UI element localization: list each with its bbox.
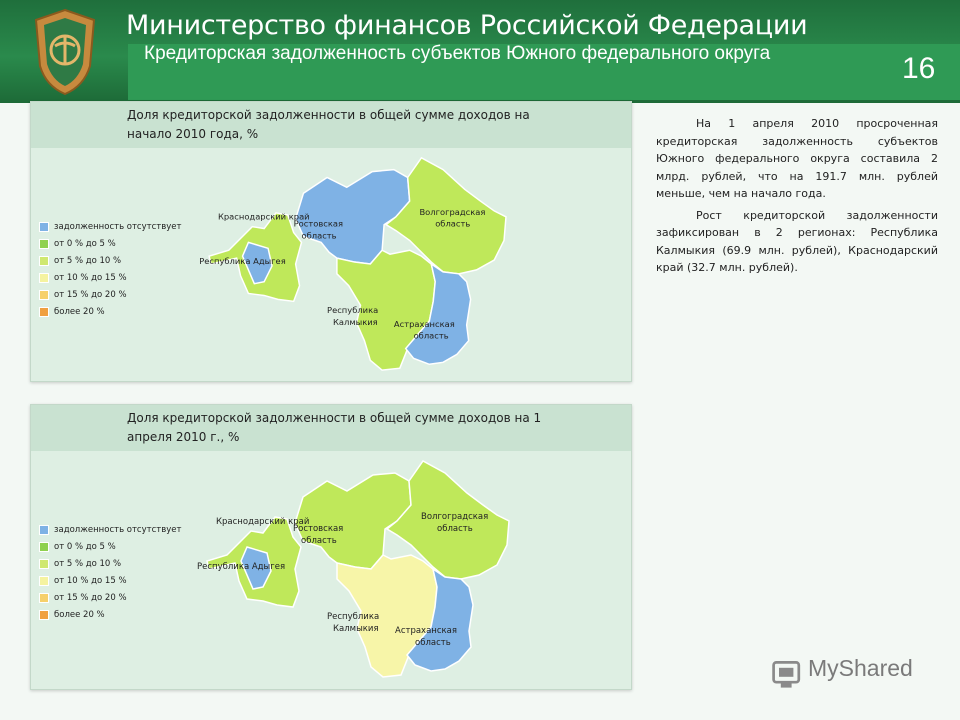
info-paragraph: Рост кредиторской задолженности зафиксирован в 2 регионах: Республика Калмыкия (69.9 млн. рублей), Краснодарский край (32.7 млн. рублей).: [656, 208, 938, 274]
legend-item: [39, 538, 181, 555]
info-paragraph: На 1 апреля 2010 просроченная кредиторская задолженность субъектов Южного федерального округа составила 2 млрд. рублей, что на 191.7 млн. рублей меньше, чем на начало года.: [656, 117, 938, 200]
map-panel-april-2010: [30, 404, 632, 690]
legend-item: [39, 269, 181, 286]
legend-label: более 20 %: [54, 609, 105, 620]
legend-item: [39, 521, 181, 538]
region-label-adygea: Республика Адыгея: [197, 562, 286, 572]
legend-item: [39, 589, 181, 606]
legend-label: от 0 % до 5 %: [54, 541, 116, 552]
panel-header: [31, 102, 631, 148]
region-rostov: [295, 473, 411, 569]
legend-item: [39, 252, 181, 269]
region-label-volgograd: Волгоградская: [421, 512, 489, 522]
region-rostov: [293, 170, 410, 264]
myshared-logo-icon: [770, 657, 806, 693]
map-legend: [39, 521, 181, 623]
region-label-kalmykia: Республика: [327, 305, 379, 316]
legend-item: [39, 286, 181, 303]
legend-label: от 15 % до 20 %: [54, 289, 127, 300]
legend-label: от 15 % до 20 %: [54, 592, 127, 603]
region-label-volgograd: Волгоградская: [419, 206, 486, 217]
region-label-kalmykia: Калмыкия: [332, 316, 378, 327]
region-label-rostov: Ростовская: [293, 218, 344, 229]
legend-label: от 5 % до 10 %: [54, 255, 122, 266]
legend-swatch: [39, 273, 49, 283]
info-text: [656, 115, 938, 281]
region-label-rostov: область: [301, 536, 337, 546]
region-label-krasnodar: Краснодарский край: [217, 211, 310, 222]
region-label-rostov: область: [301, 230, 337, 241]
region-label-krasnodar: Краснодарский край: [216, 517, 310, 527]
region-label-astrakhan: область: [415, 638, 451, 648]
region-label-astrakhan: область: [413, 330, 449, 341]
legend-item: [39, 235, 181, 252]
legend-label: от 10 % до 15 %: [54, 575, 127, 586]
panel-title: Доля кредиторской задолженности в общей сумме доходов на 1 апреля 2010 г., %: [127, 411, 542, 444]
region-label-kalmykia: Республика: [327, 612, 380, 622]
legend-label: задолженность отсутствует: [54, 221, 182, 232]
watermark-text: MyShared: [808, 655, 913, 681]
legend-swatch: [39, 593, 49, 603]
panel-header: [31, 405, 631, 451]
legend-swatch: [39, 559, 49, 569]
panel-title: Доля кредиторской задолженности в общей сумме доходов на начало 2010 года, %: [127, 108, 530, 141]
legend-swatch: [39, 290, 49, 300]
legend-swatch: [39, 525, 49, 535]
legend-item: [39, 218, 181, 235]
legend-label: от 10 % до 15 %: [54, 272, 127, 283]
legend-swatch: [39, 542, 49, 552]
legend-swatch: [39, 256, 49, 266]
legend-swatch: [39, 576, 49, 586]
legend-label: задолженность отсутствует: [54, 524, 182, 535]
region-label-astrakhan: Астраханская: [395, 626, 457, 636]
legend-swatch: [39, 222, 49, 232]
legend-swatch: [39, 307, 49, 317]
region-label-rostov: Ростовская: [293, 524, 344, 534]
legend-label: от 5 % до 10 %: [54, 558, 122, 569]
region-label-kalmykia: Калмыкия: [333, 624, 379, 634]
region-label-volgograd: область: [435, 218, 471, 229]
map-panel-start-2010: [30, 101, 632, 382]
legend-item: [39, 303, 181, 320]
legend-item: [39, 555, 181, 572]
legend-item: [39, 572, 181, 589]
map-legend: [39, 218, 181, 320]
legend-item: [39, 606, 181, 623]
slide-number: 16: [902, 52, 936, 85]
legend-label: более 20 %: [54, 306, 105, 317]
region-label-astrakhan: Астраханская: [393, 318, 455, 329]
ministry-emblem-icon: [28, 6, 102, 98]
legend-swatch: [39, 239, 49, 249]
region-label-adygea: Республика Адыгея: [199, 256, 286, 266]
region-label-volgograd: область: [437, 524, 473, 534]
legend-label: от 0 % до 5 %: [54, 238, 116, 249]
ministry-name: Министерство финансов Российской Федерации: [126, 10, 808, 41]
legend-swatch: [39, 610, 49, 620]
slide-title: Кредиторская задолженность субъектов Южного федерального округа: [144, 43, 771, 64]
